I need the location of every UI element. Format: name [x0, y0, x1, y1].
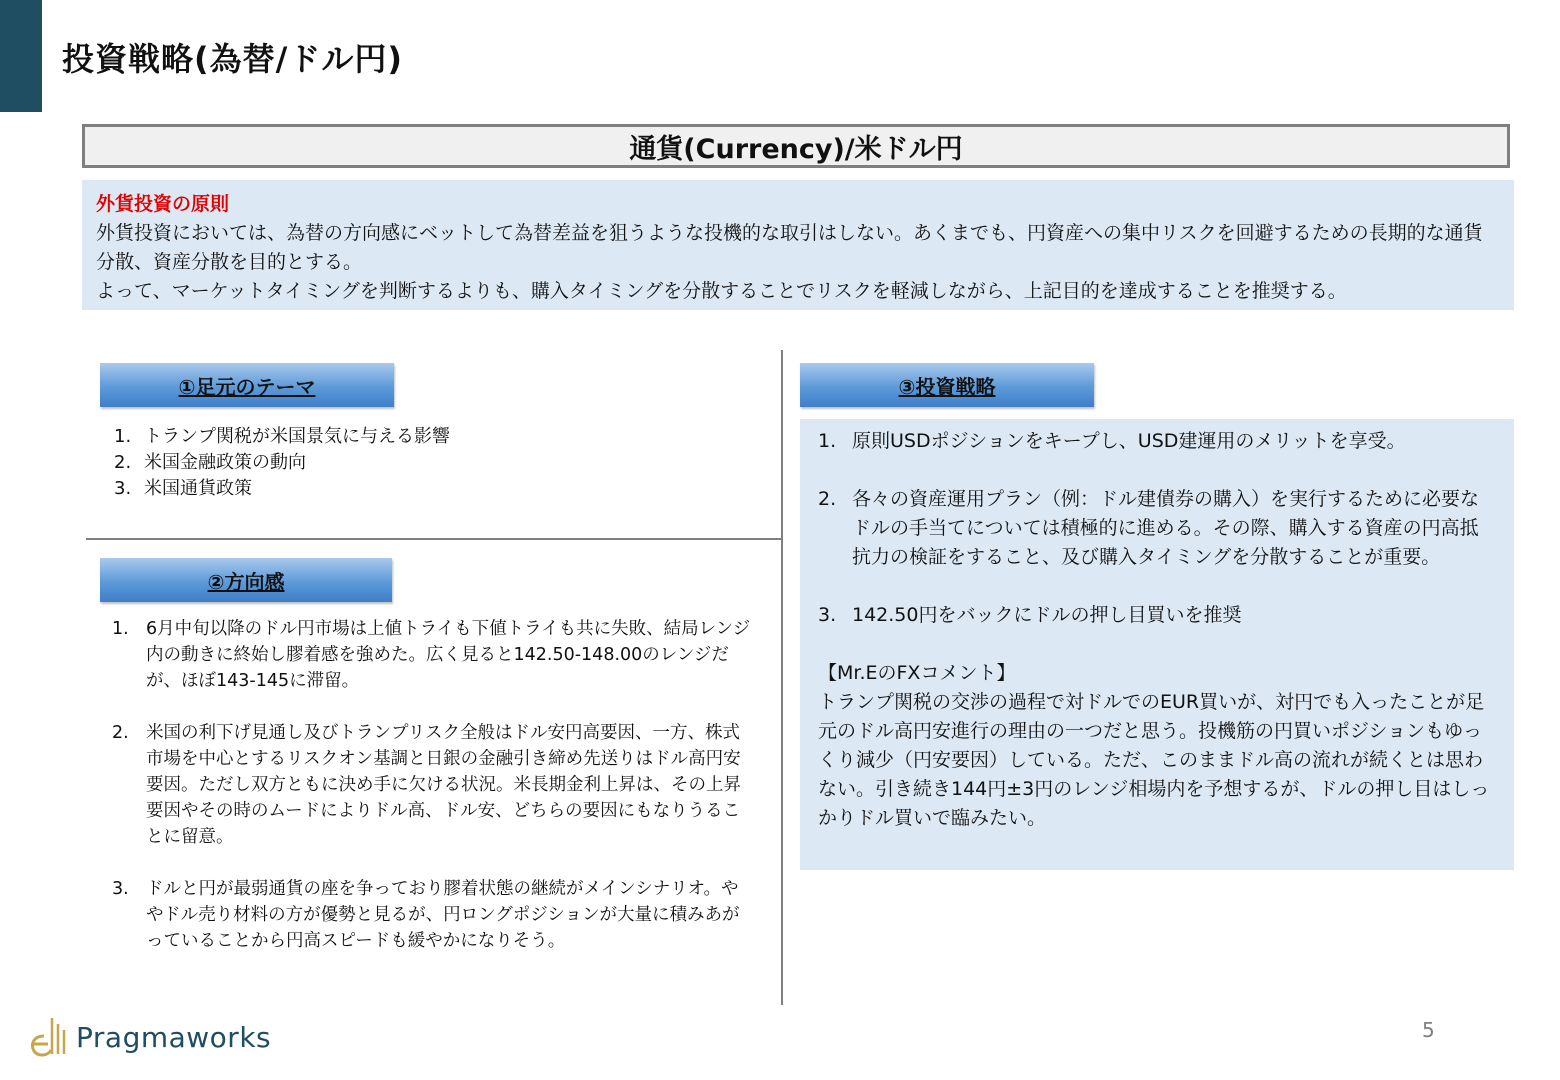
item-number: 1. [114, 426, 132, 447]
item-number: 2. [818, 488, 837, 510]
item-number: 1. [818, 430, 837, 452]
title-accent-bar [0, 0, 42, 112]
item-text: 米国金融政策の動向 [144, 452, 306, 473]
item-text: ドルと円が最弱通貨の座を争っており膠着状態の継続がメインシナリオ。ややドル売り材料の方が優勢と見るが、円ロングポジションが大量に積みあがっていることから円高スピードも緩やかになりそう。 [146, 879, 740, 951]
currency-header: 通貨(Currency)/米ドル円 [82, 124, 1510, 168]
item-text: トランプ関税が米国景気に与える影響 [144, 426, 450, 447]
company-logo [24, 1014, 271, 1060]
list-item [114, 424, 450, 450]
item-text: 米国通貨政策 [144, 478, 252, 499]
list-item [114, 476, 450, 502]
list-item [112, 876, 752, 954]
direction-list [112, 616, 752, 980]
list-item [112, 616, 752, 694]
page-title: 投資戦略(為替/ドル円) [62, 40, 403, 78]
principle-text: よって、マーケットタイミングを判断するよりも、購入タイミングを分散することでリスクを軽減しながら、上記目的を達成することを推奨する。 [96, 280, 1347, 302]
list-item [818, 601, 1496, 630]
direction-section-label: ②方向感 [100, 558, 392, 602]
principle-title: 外貨投資の原則 [96, 193, 230, 215]
list-item [818, 485, 1496, 572]
list-item [114, 450, 450, 476]
item-text: 米国の利下げ見通し及びトランプリスク全般はドル安円高要因、一方、株式市場を中心とするリスクオン基調と日銀の金融引き締め先送りはドル高円安要因。ただし双方ともに決め手に欠ける状況。米長期金利上昇は、その上昇要因やその時のムードによりドル高、ドル安、どちらの要因にもなりうることに留意。 [146, 723, 741, 847]
item-number: 3. [112, 879, 129, 899]
pragmaworks-logo-icon [24, 1014, 70, 1060]
principle-text: 外貨投資においては、為替の方向感にベットして為替差益を狙うような投機的な取引はしない。あくまでも、円資産への集中リスクを回避するための長期的な通貨分散、資産分散を目的とする。 [96, 222, 1483, 273]
strategy-section-label: ③投資戦略 [800, 363, 1094, 407]
item-number: 2. [114, 452, 132, 473]
item-number: 2. [112, 723, 129, 743]
item-number: 3. [818, 604, 837, 626]
theme-list [114, 424, 450, 502]
item-text: 142.50円をバックにドルの押し目買いを推奨 [852, 604, 1242, 626]
item-text: 原則USDポジションをキープし、USD建運用のメリットを享受。 [852, 430, 1406, 452]
item-text: 6月中旬以降のドル円市場は上値トライも下値トライも共に失敗、結局レンジ内の動きに終始し膠着感を強めた。広く見ると142.50-148.00のレンジだが、ほぼ143-145に滞留。 [146, 619, 751, 691]
vertical-divider [781, 350, 783, 1005]
item-number: 3. [114, 478, 132, 499]
item-number: 1. [112, 619, 129, 639]
list-item [818, 427, 1496, 456]
theme-section-label: ①足元のテーマ [100, 363, 394, 407]
logo-text: Pragmaworks [76, 1020, 272, 1054]
item-text: 各々の資産運用プラン（例：ドル建債券の購入）を実行するために必要なドルの手当てについては積極的に進める。その際、購入する資産の円高抵抗力の検証をすること、及び購入タイミングを分散することが重要。 [852, 488, 1480, 568]
horizontal-divider [86, 538, 782, 540]
list-item [112, 720, 752, 850]
fx-comment-body: トランプ関税の交渉の過程で対ドルでのEUR買いが、対円でも入ったことが足元のドル高円安進行の理由の一つだと思う。投機筋の円買いポジションもゆっくり減少（円安要因）している。ただ、このままドル高の流れが続くとは思わない。引き続き144円±3円のレンジ相場内を予想するが、ドルの押し目はしっかりドル買いで臨みたい。 [818, 691, 1490, 829]
page-number: 5 [1422, 1018, 1435, 1042]
principle-box [82, 180, 1514, 310]
fx-comment-title: 【Mr.EのFXコメント】 [818, 662, 1016, 684]
strategy-list [818, 427, 1496, 630]
strategy-box [800, 419, 1514, 870]
